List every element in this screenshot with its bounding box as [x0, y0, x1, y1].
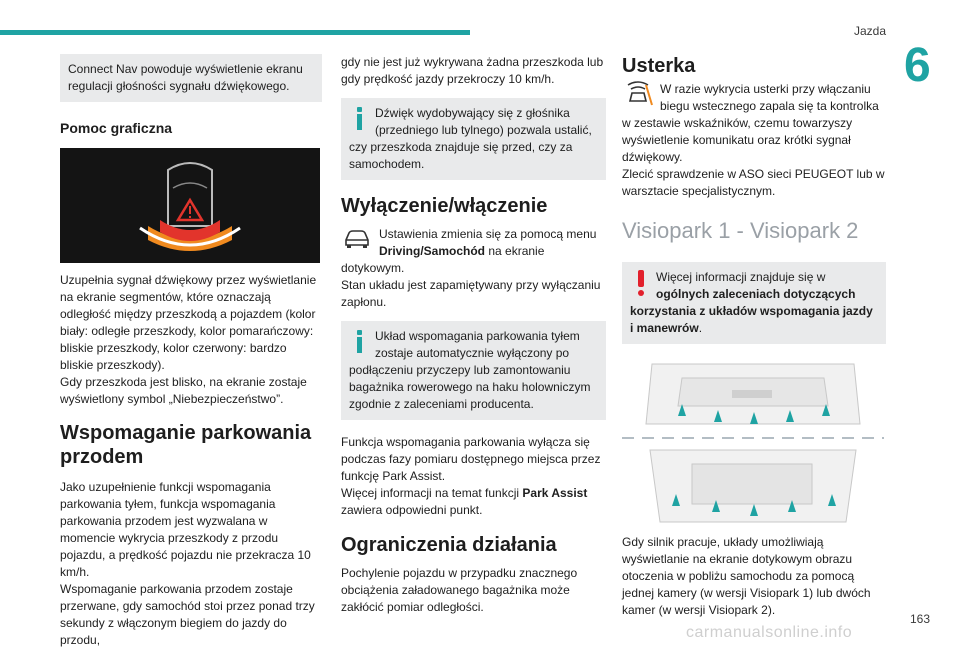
visiopark-text: Gdy silnik pracuje, układy umożliwiają wyświetlanie na ekranie dotykowym obrazu otoczenia w pobliżu samochodu za pomocą jednej kamery (w wersji Visiopark 1) lub dwóch kamer (w wersji Visiopark 2). — [622, 535, 871, 617]
park-assist-text-1: Funkcja wspomagania parkowania wyłącza się podczas fazy pomiaru dostępnego miejsca przez funkcję Park Assist. — [341, 435, 601, 483]
watermark: carmanualsonline.info — [686, 624, 853, 641]
graphic-description: Uzupełnia sygnał dźwiękowy przez wyświetlanie na ekranie segmentów, które oznaczają odległość między przeszkodą a pojazdem (kolor biały: odległe przeszkody, kolor pomarańczowy: bliskie przeszkody, kolor czerwony: bardzo bliskie przeszkody). — [60, 273, 317, 372]
warning-note: Więcej informacji znajduje się w ogólnych zaleceniach dotyczących korzystania z układów wspomagania jazdy i manewrów. — [622, 262, 886, 344]
front-parking-text-2: Wspomaganie parkowania przodem zostaje przerwane, gdy samochód stoi przez ponad trzy sekundy z włączonym biegiem do jazdy do przodu, — [60, 582, 315, 647]
limits-text: Pochylenie pojazdu w przypadku znacznego obciążenia załadowanego bagażnika może zakłócić pomiar odległości. — [341, 566, 578, 614]
header-accent-bar — [0, 30, 470, 35]
car-settings-icon — [341, 226, 375, 252]
column-3 — [622, 54, 886, 619]
car-sensor-icon — [60, 148, 320, 263]
front-parking-text-1: Jako uzupełnienie funkcji wspomagania parkowania tyłem, funkcja wspomagania parkowania przodem jest wyzwalana w momencie wykrycia przeszkody z przodu pojazdu, a prędkość pojazdu nie przekracza 10 km/h. — [60, 480, 311, 579]
front-parking-heading: Wspomaganie parkowania przodem — [60, 422, 312, 468]
camera-locations-image — [622, 354, 884, 526]
service-text: Zlecić sprawdzenie w ASO sieci PEUGEOT lub w warsztacie specjalistycznym. — [622, 167, 885, 198]
parking-fault-warning-icon — [622, 81, 656, 107]
state-memory-text: Stan układu jest zapamiętywany przy wyłączaniu zapłonu. — [341, 278, 601, 309]
fault-heading: Usterka — [622, 55, 696, 77]
page-number: 163 — [909, 612, 930, 626]
section-title: Jazda — [853, 24, 886, 38]
warning-icon — [636, 270, 650, 296]
info-note-speaker — [341, 98, 606, 180]
visiopark-heading: Visiopark 1 - Visiopark 2 — [622, 218, 859, 243]
danger-description: Gdy przeszkoda jest blisko, na ekranie zostaje wyświetlony symbol „Niebezpieczeństwo”. — [60, 375, 307, 406]
column-2 — [341, 54, 606, 616]
limits-heading: Ograniczenia działania — [341, 534, 557, 556]
info-icon — [354, 105, 368, 131]
column-1 — [60, 54, 322, 649]
toggle-heading: Wyłączenie/włączenie — [341, 195, 548, 217]
car-front-camera-illustration — [622, 354, 884, 526]
intro-note: Connect Nav powoduje wyświetlenie ekranu regulacji głośności sygnału dźwiękowego. — [60, 54, 322, 102]
warning-link-text: ogólnych zaleceniach dotyczących korzystania z układów wspomagania jazdy i manewrów — [630, 287, 873, 335]
info-note-text: Układ wspomagania parkowania tyłem zostaje automatycznie wyłączony po podłączeniu przyczepy lub zamontowaniu bagażnika rowerowego na haku holowniczym zgodnie z zaleceniami producenta. — [349, 329, 591, 411]
graphic-aid-heading: Pomoc graficzna — [60, 120, 173, 136]
continued-text: gdy nie jest już wykrywana żadna przeszkoda lub gdy prędkość jazdy przekroczy 10 km/h. — [341, 55, 604, 86]
info-note-trailer — [341, 321, 606, 420]
toggle-text: Ustawienia zmienia się za pomocą menu Driving/Samochód na ekranie dotykowym. Stan układu jest zapamiętywany przy wyłączaniu zapłonu. — [341, 226, 606, 311]
parking-graphic-image — [60, 148, 320, 263]
fault-text: W razie wykrycia usterki przy włączaniu biegu wstecznego zapala się ta kontrolka w zestawie wskaźników, czemu towarzyszy wyświetlenie komunikatu oraz krótki sygnał dźwiękowy. Zlecić sprawdzenie w ASO sieci PEUGEOT lub w warsztacie specjalistycznym. — [622, 82, 885, 198]
chapter-number: 6 — [904, 39, 931, 92]
info-note-text: Dźwięk wydobywający się z głośnika (przedniego lub tylnego) pozwala ustalić, czy przeszkoda znajduje się przed, czy za samochodem. — [349, 106, 592, 171]
park-assist-text-2: Więcej informacji na temat funkcji Park Assist zawiera odpowiedni punkt. — [341, 486, 588, 517]
info-icon — [354, 328, 368, 354]
menu-name: Driving/Samochód — [379, 244, 486, 258]
